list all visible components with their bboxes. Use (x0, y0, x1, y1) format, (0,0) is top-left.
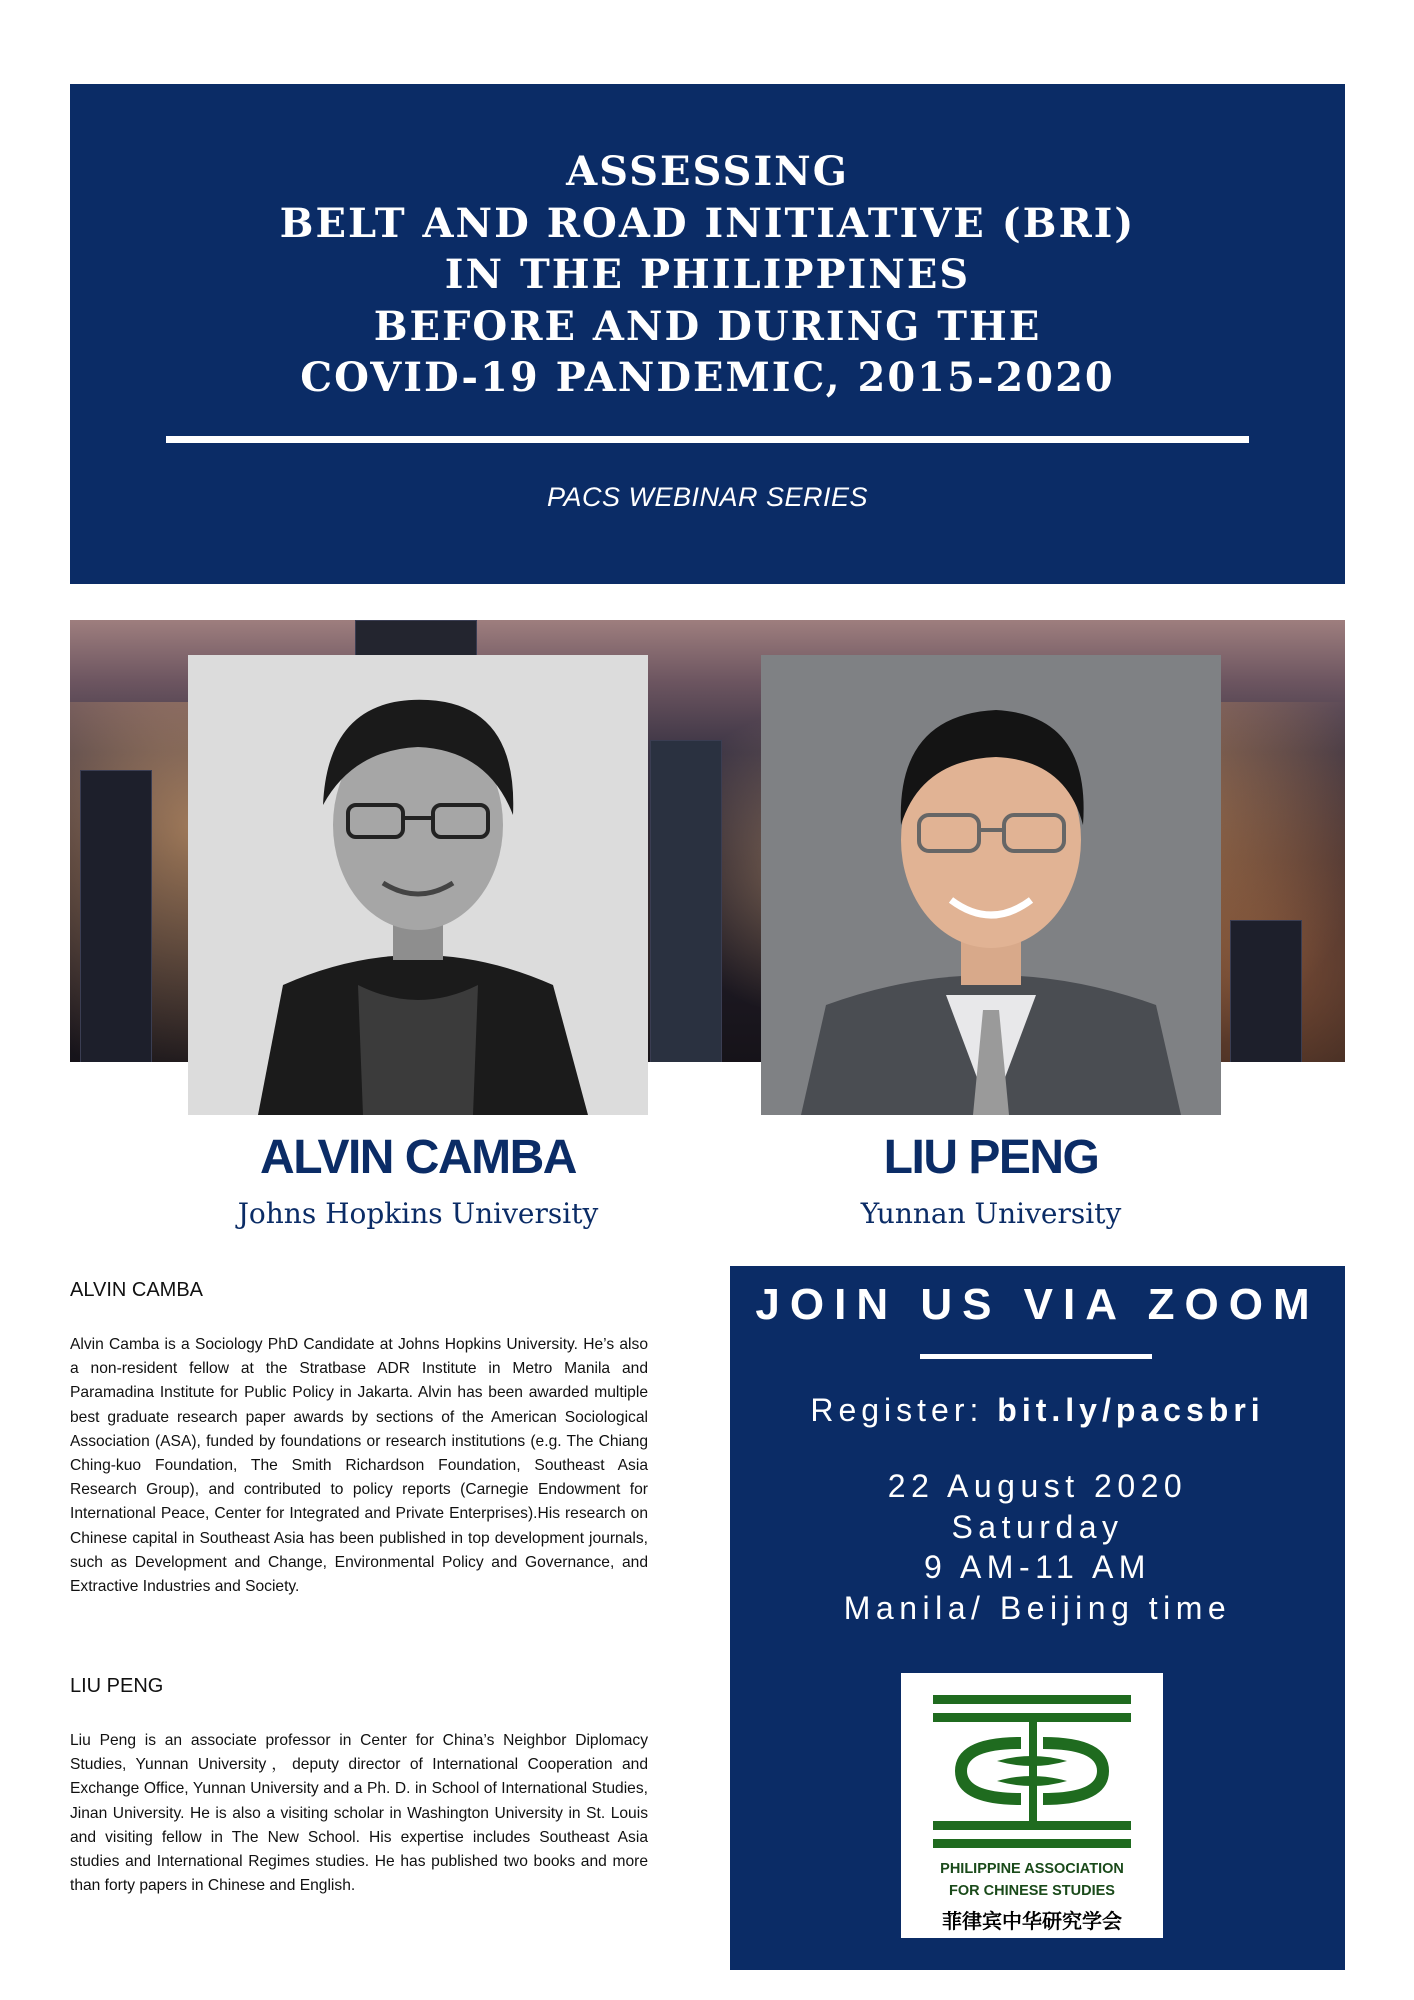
event-title (70, 146, 1345, 404)
event-schedule (730, 1466, 1345, 1628)
pacs-logo (901, 1673, 1163, 1938)
title-line: ASSESSING (566, 148, 849, 195)
event-date: 22 August 2020 (887, 1468, 1188, 1504)
logo-line-2: FOR CHINESE STUDIES (949, 1883, 1115, 1899)
skyscraper (650, 740, 722, 1062)
title-line: BELT AND ROAD INITIATIVE (BRI) (279, 199, 1136, 247)
speaker-affiliation: Yunnan University (860, 1197, 1122, 1230)
pacs-emblem (901, 1673, 1163, 1853)
portrait-illustration (761, 655, 1221, 1115)
series-label: PACS WEBINAR SERIES (546, 482, 869, 512)
event-day: Saturday (951, 1508, 1124, 1545)
bio-heading: LIU PENG (70, 1675, 164, 1697)
bio-heading: ALVIN CAMBA (70, 1279, 203, 1301)
speaker-affiliation: Johns Hopkins University (237, 1197, 599, 1230)
logo-line-1: PHILIPPINE ASSOCIATION (940, 1861, 1124, 1877)
bio-paragraph: Alvin Camba is a Sociology PhD Candidate at Johns Hopkins University. He’s also a non-resident fellow at the Stratbase ADR Institute in Metro Manila and Paramadina Institute for Public Policy in Jakarta. Alvin has been awarded multiple best graduate research paper awards by sections of the American Sociological Association (ASA), funded by foundations or research institutions (e.g. The Chiang Ching-kuo Foundation, The Smith Richardson Foundation, Southeast Asia Research Group), and contributed to policy reports (Carnegie Endowment for International Peace, Center for Integrated and Private Enterprises).His research on Chinese capital in Southeast Asia has been published in top development journals, such as Development and Change, Environmental Policy and Governance, and Extractive Industries and Society. (70, 1336, 648, 1596)
zoom-heading: JOIN US VIA ZOOM (755, 1280, 1320, 1329)
zoom-divider (920, 1354, 1152, 1359)
speaker-photo-liu-peng (761, 655, 1221, 1115)
speaker-name: ALVIN CAMBA (260, 1131, 576, 1184)
speaker-name: LIU PENG (883, 1131, 1099, 1184)
skyscraper (1230, 920, 1302, 1062)
portrait-illustration (188, 655, 648, 1115)
register-link[interactable]: bit.ly/pacsbri (997, 1392, 1265, 1428)
title-line: COVID-19 PANDEMIC, 2015-2020 (300, 354, 1115, 401)
register-label: Register: (810, 1392, 984, 1428)
skyscraper (80, 770, 152, 1062)
title-header (70, 84, 1345, 584)
speaker-photo-alvin-camba (188, 655, 648, 1115)
title-line: BEFORE AND DURING THE (373, 302, 1042, 350)
event-timezone: Manila/ Beijing time (843, 1589, 1232, 1626)
header-divider (166, 436, 1249, 443)
registration (730, 1392, 1345, 1429)
bio-paragraph: Liu Peng is an associate professor in Center for China’s Neighbor Diplomacy Studies, Yunnan University，deputy director of International Cooperation and Exchange Office, Yunnan University and a Ph. D. in School of International Studies, Jinan University. He is also a visiting scholar in Washington University in St. Louis and visiting fellow in The New School. His expertise includes Southeast Asia studies and International Regimes studies. He has published two books and more than forty papers in Chinese and English. (70, 1732, 648, 1895)
title-line: IN THE PHILIPPINES (444, 251, 971, 298)
event-time: 9 AM-11 AM (924, 1549, 1151, 1585)
zoom-info-panel (730, 1266, 1345, 1970)
logo-line-3: 菲律宾中华研究学会 (942, 1909, 1122, 1933)
